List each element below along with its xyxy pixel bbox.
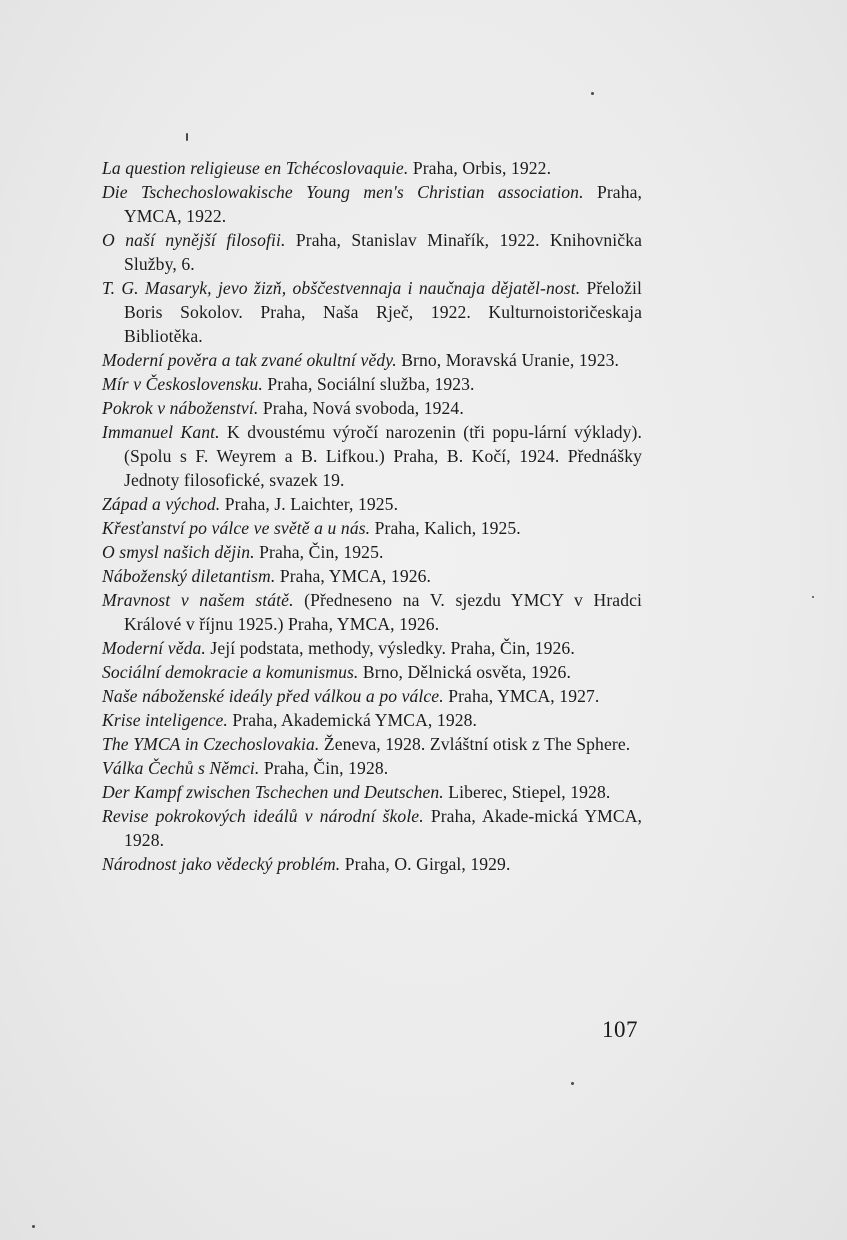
entry-title: Immanuel Kant. xyxy=(102,422,220,442)
bibliography-list xyxy=(102,156,642,876)
entry-details: Praha, Nová svoboda, 1924. xyxy=(262,398,464,418)
entry-details: K dvoustému výročí narozenin (tři popu-lární výklady). (Spolu s F. Weyrem a B. Lifkou.) Praha, B. Kočí, 1924. Přednášky Jednoty filosofické, svazek 19. xyxy=(124,422,642,490)
entry-details: Brno, Moravská Uranie, 1923. xyxy=(401,350,619,370)
entry-details: Praha, Akade-mická YMCA, 1928. xyxy=(124,806,643,850)
paper-speck xyxy=(32,1225,35,1228)
entry-details: Praha, Kalich, 1925. xyxy=(374,518,521,538)
bibliography-entry xyxy=(102,852,642,876)
bibliography-entry xyxy=(102,540,642,564)
entry-title: Naše náboženské ideály před válkou a po válce. xyxy=(102,686,444,706)
entry-title: Die Tschechoslowakische Young men's Christian association. xyxy=(102,182,584,202)
bibliography-entry xyxy=(102,636,642,660)
page-number: 107 xyxy=(602,1017,638,1042)
bibliography-entry xyxy=(102,276,642,348)
entry-title: Krise inteligence. xyxy=(102,710,228,730)
entry-details: Praha, Akademická YMCA, 1928. xyxy=(232,710,478,730)
entry-title: Náboženský diletantism. xyxy=(102,566,276,586)
entry-title: Mír v Československu. xyxy=(102,374,263,394)
bibliography-entry xyxy=(102,564,642,588)
entry-details: Praha, YMCA, 1922. xyxy=(124,182,642,226)
entry-title: Válka Čechů s Němci. xyxy=(102,758,260,778)
bibliography-entry xyxy=(102,588,642,636)
bibliography-entry xyxy=(102,180,642,228)
entry-details: Praha, YMCA, 1926. xyxy=(279,566,432,586)
entry-details: Praha, Sociální služba, 1923. xyxy=(267,374,475,394)
bibliography-entry xyxy=(102,660,642,684)
bibliography-entry xyxy=(102,396,642,420)
entry-details: Liberec, Stiepel, 1928. xyxy=(448,782,611,802)
entry-details: Praha, Orbis, 1922. xyxy=(412,158,552,178)
bibliography-entry xyxy=(102,708,642,732)
entry-title: La question religieuse en Tchécoslovaquie. xyxy=(102,158,409,178)
paper-speck xyxy=(571,1082,574,1085)
entry-details: Praha, O. Girgal, 1929. xyxy=(344,854,511,874)
entry-title: Moderní věda. xyxy=(102,638,206,658)
bibliography-entry xyxy=(102,420,642,492)
bibliography-entry xyxy=(102,348,642,372)
entry-title: O smysl našich dějin. xyxy=(102,542,255,562)
entry-title: Revise pokrokových ideálů v národní škole. xyxy=(102,806,424,826)
paper-speck xyxy=(591,92,594,95)
bibliography-entry xyxy=(102,156,642,180)
paper-speck xyxy=(186,133,188,141)
entry-title: T. G. Masaryk, jevo žizň, obščestvennaja i naučnaja dějatěl-nost. xyxy=(102,278,581,298)
bibliography-entry xyxy=(102,732,642,756)
bibliography-entry xyxy=(102,228,642,276)
entry-title: Sociální demokracie a komunismus. xyxy=(102,662,359,682)
entry-title: Křesťanství po válce ve světě a u nás. xyxy=(102,518,371,538)
bibliography-entry xyxy=(102,372,642,396)
bibliography-entry xyxy=(102,684,642,708)
entry-title: O naší nynější filosofii. xyxy=(102,230,286,250)
entry-details: Přeložil Boris Sokolov. Praha, Naša Rječ, 1922. Kulturnoistoričeskaja Bibliotěka. xyxy=(124,278,643,346)
entry-details: Brno, Dělnická osvěta, 1926. xyxy=(362,662,571,682)
entry-details: Praha, YMCA, 1927. xyxy=(448,686,600,706)
bibliography-entry xyxy=(102,516,642,540)
entry-title: Západ a východ. xyxy=(102,494,221,514)
entry-details: Ženeva, 1928. Zvláštní otisk z The Sphere. xyxy=(323,734,631,754)
entry-title: Pokrok v náboženství. xyxy=(102,398,259,418)
paper-speck xyxy=(812,596,814,598)
bibliography-entry xyxy=(102,756,642,780)
entry-title: Moderní pověra a tak zvané okultní vědy. xyxy=(102,350,397,370)
entry-title: Der Kampf zwischen Tschechen und Deutschen. xyxy=(102,782,444,802)
entry-details: Její podstata, methody, výsledky. Praha, Čin, 1926. xyxy=(210,638,575,658)
entry-details: Praha, Čin, 1925. xyxy=(259,542,384,562)
entry-title: Národnost jako vědecký problém. xyxy=(102,854,341,874)
bibliography-entry xyxy=(102,804,642,852)
entry-details: Praha, Čin, 1928. xyxy=(263,758,389,778)
entry-title: The YMCA in Czechoslovakia. xyxy=(102,734,320,754)
entry-title: Mravnost v našem státě. xyxy=(102,590,294,610)
entry-details: Praha, Stanislav Minařík, 1922. Knihovnička Služby, 6. xyxy=(124,230,643,274)
bibliography-entry xyxy=(102,780,642,804)
entry-details: Praha, J. Laichter, 1925. xyxy=(224,494,399,514)
entry-details: (Předneseno na V. sjezdu YMCY v Hradci Králové v říjnu 1925.) Praha, YMCA, 1926. xyxy=(124,590,642,634)
bibliography-entry xyxy=(102,492,642,516)
